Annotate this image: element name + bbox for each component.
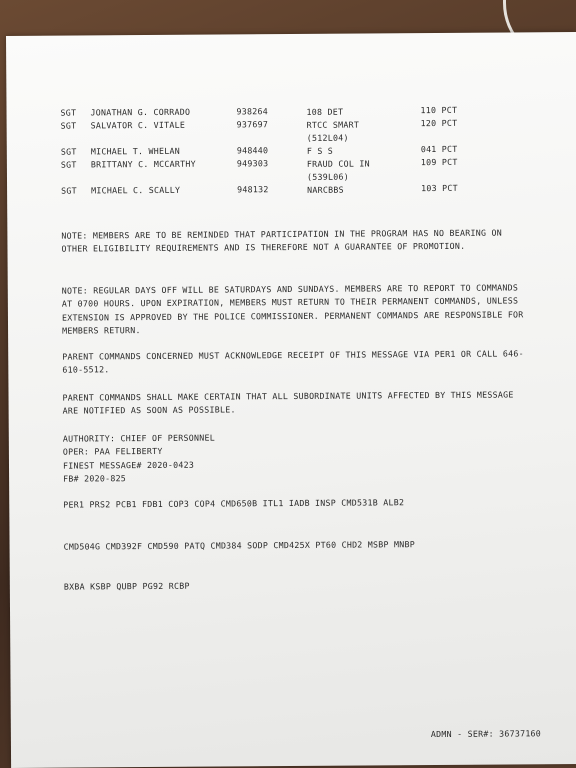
parent-precinct: 110 PCT (420, 104, 458, 116)
note-promotion: NOTE: MEMBERS ARE TO BE REMINDED THAT PARTICIPATION IN THE PROGRAM HAS NO BEARING ON OTHER ELIGIBILITY REQUIREMENTS AND IS THEREFORE NOT A GUARANTEE OF PROMOTION. (61, 227, 503, 254)
member-name: MICHAEL T. WHELAN (90, 145, 181, 157)
member-name: JONATHAN G. CORRADO (90, 106, 191, 118)
parent-precinct: 103 PCT (421, 182, 458, 194)
tax-number: 938264 (236, 106, 269, 117)
fb-number-line: FB# 2020-825 (63, 473, 127, 484)
assigned-command: RTCC SMART (512L04) (306, 119, 360, 143)
serial-number-footer: ADMN - SER#: 36737160 (430, 728, 542, 740)
distribution-codes-line-1: PER1 PRS2 PCB1 FDB1 COP3 COP4 CMD650B ITL1 IADB INSP CMD531B ALB2 (63, 497, 405, 510)
tax-number: 948132 (237, 184, 269, 195)
tax-number: 949303 (236, 158, 269, 169)
rank: SGT (60, 120, 77, 131)
rank: SGT (60, 107, 77, 118)
roster-row (61, 117, 521, 146)
tax-number: 948440 (236, 145, 269, 156)
parent-precinct: 041 PCT (420, 143, 458, 155)
distribution-codes-line-2: CMD504G CMD392F CMD590 PATQ CMD384 SODP CMD425X PT60 CHD2 MSBP MNBP (63, 539, 416, 552)
member-name: BRITTANY C. MCCARTHY (90, 158, 196, 170)
note-regular-days-off: NOTE: REGULAR DAYS OFF WILL BE SATURDAYS AND SUNDAYS. MEMBERS ARE TO REPORT TO COMMANDS AT 0700 HOURS. UPON EXPIRATION, MEMBERS MUST RETURN TO THEIR PERMANENT COMMANDS, UNLESS EXTENSION IS APPROVED BY THE POLICE COMMISSIONER. PERMANENT COMMANDS ARE RESPONSIBLE FOR MEMBERS RETURN. (61, 282, 524, 336)
authority-block (63, 429, 533, 485)
parent-precinct: 109 PCT (420, 156, 458, 168)
operator-line: OPER: PAA FELIBERTY (62, 446, 163, 457)
rank: SGT (60, 146, 77, 157)
roster-row (61, 182, 521, 198)
roster-table (61, 104, 522, 198)
rank: SGT (61, 185, 77, 196)
assigned-command: NARCBBS (307, 184, 344, 195)
authority-line: AUTHORITY: CHIEF OF PERSONNEL (62, 432, 215, 444)
distribution-codes-line-3: BXBA KSBP QUBP PG92 RCBP (63, 580, 190, 592)
rank: SGT (60, 159, 77, 170)
document-page (6, 32, 576, 768)
parent-precinct: 120 PCT (420, 117, 458, 129)
finest-message-line: FINEST MESSAGE# 2020-0423 (62, 459, 195, 471)
note-notify-subordinates: PARENT COMMANDS SHALL MAKE CERTAIN THAT ALL SUBORDINATE UNITS AFFECTED BY THIS MESSAGE ARE NOTIFIED AS SOON AS POSSIBLE. (62, 389, 514, 416)
note-acknowledge-receipt: PARENT COMMANDS CONCERNED MUST ACKNOWLEDGE RECEIPT OF THIS MESSAGE VIA PER1 OR CALL 646-610-5512. (62, 348, 524, 375)
assigned-command: 108 DET (306, 106, 344, 117)
assigned-command: FRAUD COL IN (539L06) (306, 158, 370, 182)
tax-number: 937697 (236, 119, 269, 130)
member-name: MICHAEL C. SCALLY (91, 184, 181, 196)
member-name: SALVATOR C. VITALE (90, 119, 186, 131)
assigned-command: F S S (306, 145, 334, 156)
roster-row (61, 156, 521, 185)
